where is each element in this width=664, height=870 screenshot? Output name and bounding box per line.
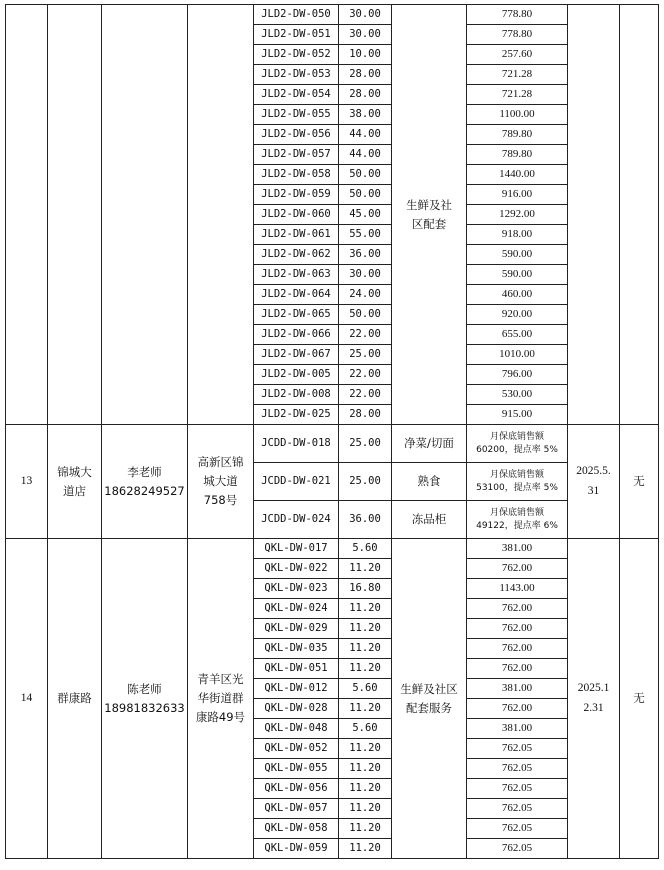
price-cell — [467, 425, 568, 463]
price-cell — [467, 501, 568, 539]
area-cell: 11.20 — [339, 659, 392, 679]
price-cell: 381.00 — [467, 679, 568, 699]
lease-end-date: 2025.5.31 — [568, 425, 620, 539]
contact-cell — [102, 425, 188, 539]
unit-code-cell: JLD2-DW-053 — [254, 65, 339, 85]
usage-cell: 冻品柜 — [392, 501, 467, 539]
price-cell: 762.00 — [467, 599, 568, 619]
unit-code-cell: JLD2-DW-051 — [254, 25, 339, 45]
price-cell: 762.05 — [467, 779, 568, 799]
area-cell: 11.20 — [339, 619, 392, 639]
unit-code-cell: JLD2-DW-059 — [254, 185, 339, 205]
area-cell: 11.20 — [339, 599, 392, 619]
no-cell — [6, 5, 48, 425]
price-cell: 916.00 — [467, 185, 568, 205]
contact-phone: 18981832633 — [104, 700, 185, 715]
address: 青羊区光华街道群康路49号 — [188, 539, 254, 859]
price-terms: 60200，提点率 5% — [476, 444, 558, 455]
price-cell: 762.00 — [467, 559, 568, 579]
area-cell: 55.00 — [339, 225, 392, 245]
price-cell: 460.00 — [467, 285, 568, 305]
unit-code-cell: JLD2-DW-025 — [254, 405, 339, 425]
price-cell — [467, 463, 568, 501]
row-number: 14 — [6, 539, 48, 859]
price-cell: 789.80 — [467, 145, 568, 165]
price-cell: 789.80 — [467, 125, 568, 145]
area-cell: 25.00 — [339, 425, 392, 463]
date-cell — [568, 5, 620, 425]
address: 高新区锦城大道758号 — [188, 425, 254, 539]
price-cell: 1143.00 — [467, 579, 568, 599]
unit-code-cell: QKL-DW-028 — [254, 699, 339, 719]
contact-name: 陈老师 — [127, 681, 162, 696]
unit-code-cell: QKL-DW-052 — [254, 739, 339, 759]
store-name: 锦城大道店 — [48, 425, 102, 539]
unit-code-cell: QKL-DW-017 — [254, 539, 339, 559]
unit-code-cell: JLD2-DW-062 — [254, 245, 339, 265]
table-row — [6, 5, 659, 25]
remark: 无 — [620, 539, 659, 859]
remark: 无 — [620, 425, 659, 539]
unit-code-cell: JCDD-DW-021 — [254, 463, 339, 501]
table-row — [6, 425, 659, 463]
unit-code-cell: QKL-DW-059 — [254, 839, 339, 859]
price-terms: 49122，提点率 6% — [476, 520, 558, 531]
contact-cell — [102, 539, 188, 859]
area-cell: 5.60 — [339, 679, 392, 699]
unit-code-cell: JLD2-DW-008 — [254, 385, 339, 405]
area-cell: 36.00 — [339, 501, 392, 539]
price-label: 月保底销售额 — [489, 470, 544, 481]
area-cell: 11.20 — [339, 819, 392, 839]
unit-code-cell: JLD2-DW-063 — [254, 265, 339, 285]
price-cell: 762.05 — [467, 819, 568, 839]
price-cell: 530.00 — [467, 385, 568, 405]
price-cell: 778.80 — [467, 25, 568, 45]
area-cell: 11.20 — [339, 559, 392, 579]
unit-code-cell: QKL-DW-048 — [254, 719, 339, 739]
unit-code-cell: JLD2-DW-056 — [254, 125, 339, 145]
store-name-cell — [48, 5, 102, 425]
area-cell: 28.00 — [339, 65, 392, 85]
unit-code-cell: JLD2-DW-050 — [254, 5, 339, 25]
unit-code-cell: QKL-DW-022 — [254, 559, 339, 579]
unit-code-cell: QKL-DW-056 — [254, 779, 339, 799]
unit-code-cell: QKL-DW-035 — [254, 639, 339, 659]
price-cell: 381.00 — [467, 719, 568, 739]
area-cell: 24.00 — [339, 285, 392, 305]
area-cell: 11.20 — [339, 839, 392, 859]
area-cell: 11.20 — [339, 699, 392, 719]
address-cell — [188, 5, 254, 425]
price-cell: 762.05 — [467, 799, 568, 819]
contact-phone: 18628249527 — [104, 483, 185, 498]
unit-code-cell: QKL-DW-058 — [254, 819, 339, 839]
usage-cell: 净菜/切面 — [392, 425, 467, 463]
price-cell: 762.05 — [467, 759, 568, 779]
area-cell: 22.00 — [339, 325, 392, 345]
price-label: 月保底销售额 — [489, 432, 544, 443]
area-cell: 28.00 — [339, 85, 392, 105]
contact-cell — [102, 5, 188, 425]
area-cell: 11.20 — [339, 779, 392, 799]
unit-code-cell: QKL-DW-051 — [254, 659, 339, 679]
unit-code-cell: JLD2-DW-065 — [254, 305, 339, 325]
area-cell: 11.20 — [339, 739, 392, 759]
price-cell: 762.00 — [467, 699, 568, 719]
area-cell: 50.00 — [339, 305, 392, 325]
store-name: 群康路 — [48, 539, 102, 859]
price-cell: 918.00 — [467, 225, 568, 245]
area-cell: 22.00 — [339, 365, 392, 385]
lease-end-date: 2025.12.31 — [568, 539, 620, 859]
area-cell: 25.00 — [339, 345, 392, 365]
price-cell: 796.00 — [467, 365, 568, 385]
price-terms: 53100，提点率 5% — [476, 482, 558, 493]
price-cell: 590.00 — [467, 245, 568, 265]
unit-code-cell: QKL-DW-057 — [254, 799, 339, 819]
unit-code-cell: JLD2-DW-066 — [254, 325, 339, 345]
area-cell: 36.00 — [339, 245, 392, 265]
area-cell: 11.20 — [339, 639, 392, 659]
remark-cell — [620, 5, 659, 425]
area-cell: 30.00 — [339, 265, 392, 285]
area-cell: 25.00 — [339, 463, 392, 501]
price-cell: 915.00 — [467, 405, 568, 425]
contact-name: 李老师 — [127, 464, 162, 479]
unit-code-cell: JLD2-DW-067 — [254, 345, 339, 365]
unit-code-cell: QKL-DW-024 — [254, 599, 339, 619]
area-cell: 11.20 — [339, 799, 392, 819]
price-cell: 778.80 — [467, 5, 568, 25]
unit-code-cell: JLD2-DW-058 — [254, 165, 339, 185]
price-cell: 257.60 — [467, 45, 568, 65]
price-cell: 655.00 — [467, 325, 568, 345]
unit-code-cell: QKL-DW-055 — [254, 759, 339, 779]
unit-code-cell: JLD2-DW-054 — [254, 85, 339, 105]
price-cell: 1100.00 — [467, 105, 568, 125]
price-cell: 762.05 — [467, 839, 568, 859]
price-cell: 762.00 — [467, 619, 568, 639]
area-cell: 50.00 — [339, 165, 392, 185]
price-cell: 381.00 — [467, 539, 568, 559]
price-cell: 721.28 — [467, 65, 568, 85]
usage-cell: 生鲜及社区配套服务 — [392, 539, 467, 859]
area-cell: 5.60 — [339, 539, 392, 559]
area-cell: 11.20 — [339, 759, 392, 779]
area-cell: 44.00 — [339, 125, 392, 145]
price-cell: 1292.00 — [467, 205, 568, 225]
area-cell: 30.00 — [339, 5, 392, 25]
unit-code-cell: QKL-DW-029 — [254, 619, 339, 639]
area-cell: 38.00 — [339, 105, 392, 125]
unit-code-cell: JLD2-DW-052 — [254, 45, 339, 65]
area-cell: 45.00 — [339, 205, 392, 225]
unit-code-cell: JLD2-DW-060 — [254, 205, 339, 225]
area-cell: 10.00 — [339, 45, 392, 65]
price-cell: 762.00 — [467, 659, 568, 679]
table-row — [6, 539, 659, 559]
price-cell: 762.00 — [467, 639, 568, 659]
usage-cell: 生鲜及社区配套 — [392, 5, 467, 425]
usage-cell: 熟食 — [392, 463, 467, 501]
unit-code-cell: JLD2-DW-055 — [254, 105, 339, 125]
area-cell: 44.00 — [339, 145, 392, 165]
unit-code-cell: JLD2-DW-064 — [254, 285, 339, 305]
price-cell: 762.05 — [467, 739, 568, 759]
price-cell: 721.28 — [467, 85, 568, 105]
unit-code-cell: JLD2-DW-057 — [254, 145, 339, 165]
price-cell: 590.00 — [467, 265, 568, 285]
unit-code-cell: QKL-DW-012 — [254, 679, 339, 699]
price-cell: 1440.00 — [467, 165, 568, 185]
row-number: 13 — [6, 425, 48, 539]
unit-code-cell: JCDD-DW-024 — [254, 501, 339, 539]
area-cell: 5.60 — [339, 719, 392, 739]
area-cell: 28.00 — [339, 405, 392, 425]
area-cell: 16.80 — [339, 579, 392, 599]
area-cell: 50.00 — [339, 185, 392, 205]
unit-code-cell: JCDD-DW-018 — [254, 425, 339, 463]
area-cell: 22.00 — [339, 385, 392, 405]
unit-code-cell: JLD2-DW-061 — [254, 225, 339, 245]
area-cell: 30.00 — [339, 25, 392, 45]
price-cell: 920.00 — [467, 305, 568, 325]
unit-code-cell: JLD2-DW-005 — [254, 365, 339, 385]
price-cell: 1010.00 — [467, 345, 568, 365]
rental-units-table — [5, 4, 659, 859]
price-label: 月保底销售额 — [489, 508, 544, 519]
unit-code-cell: QKL-DW-023 — [254, 579, 339, 599]
